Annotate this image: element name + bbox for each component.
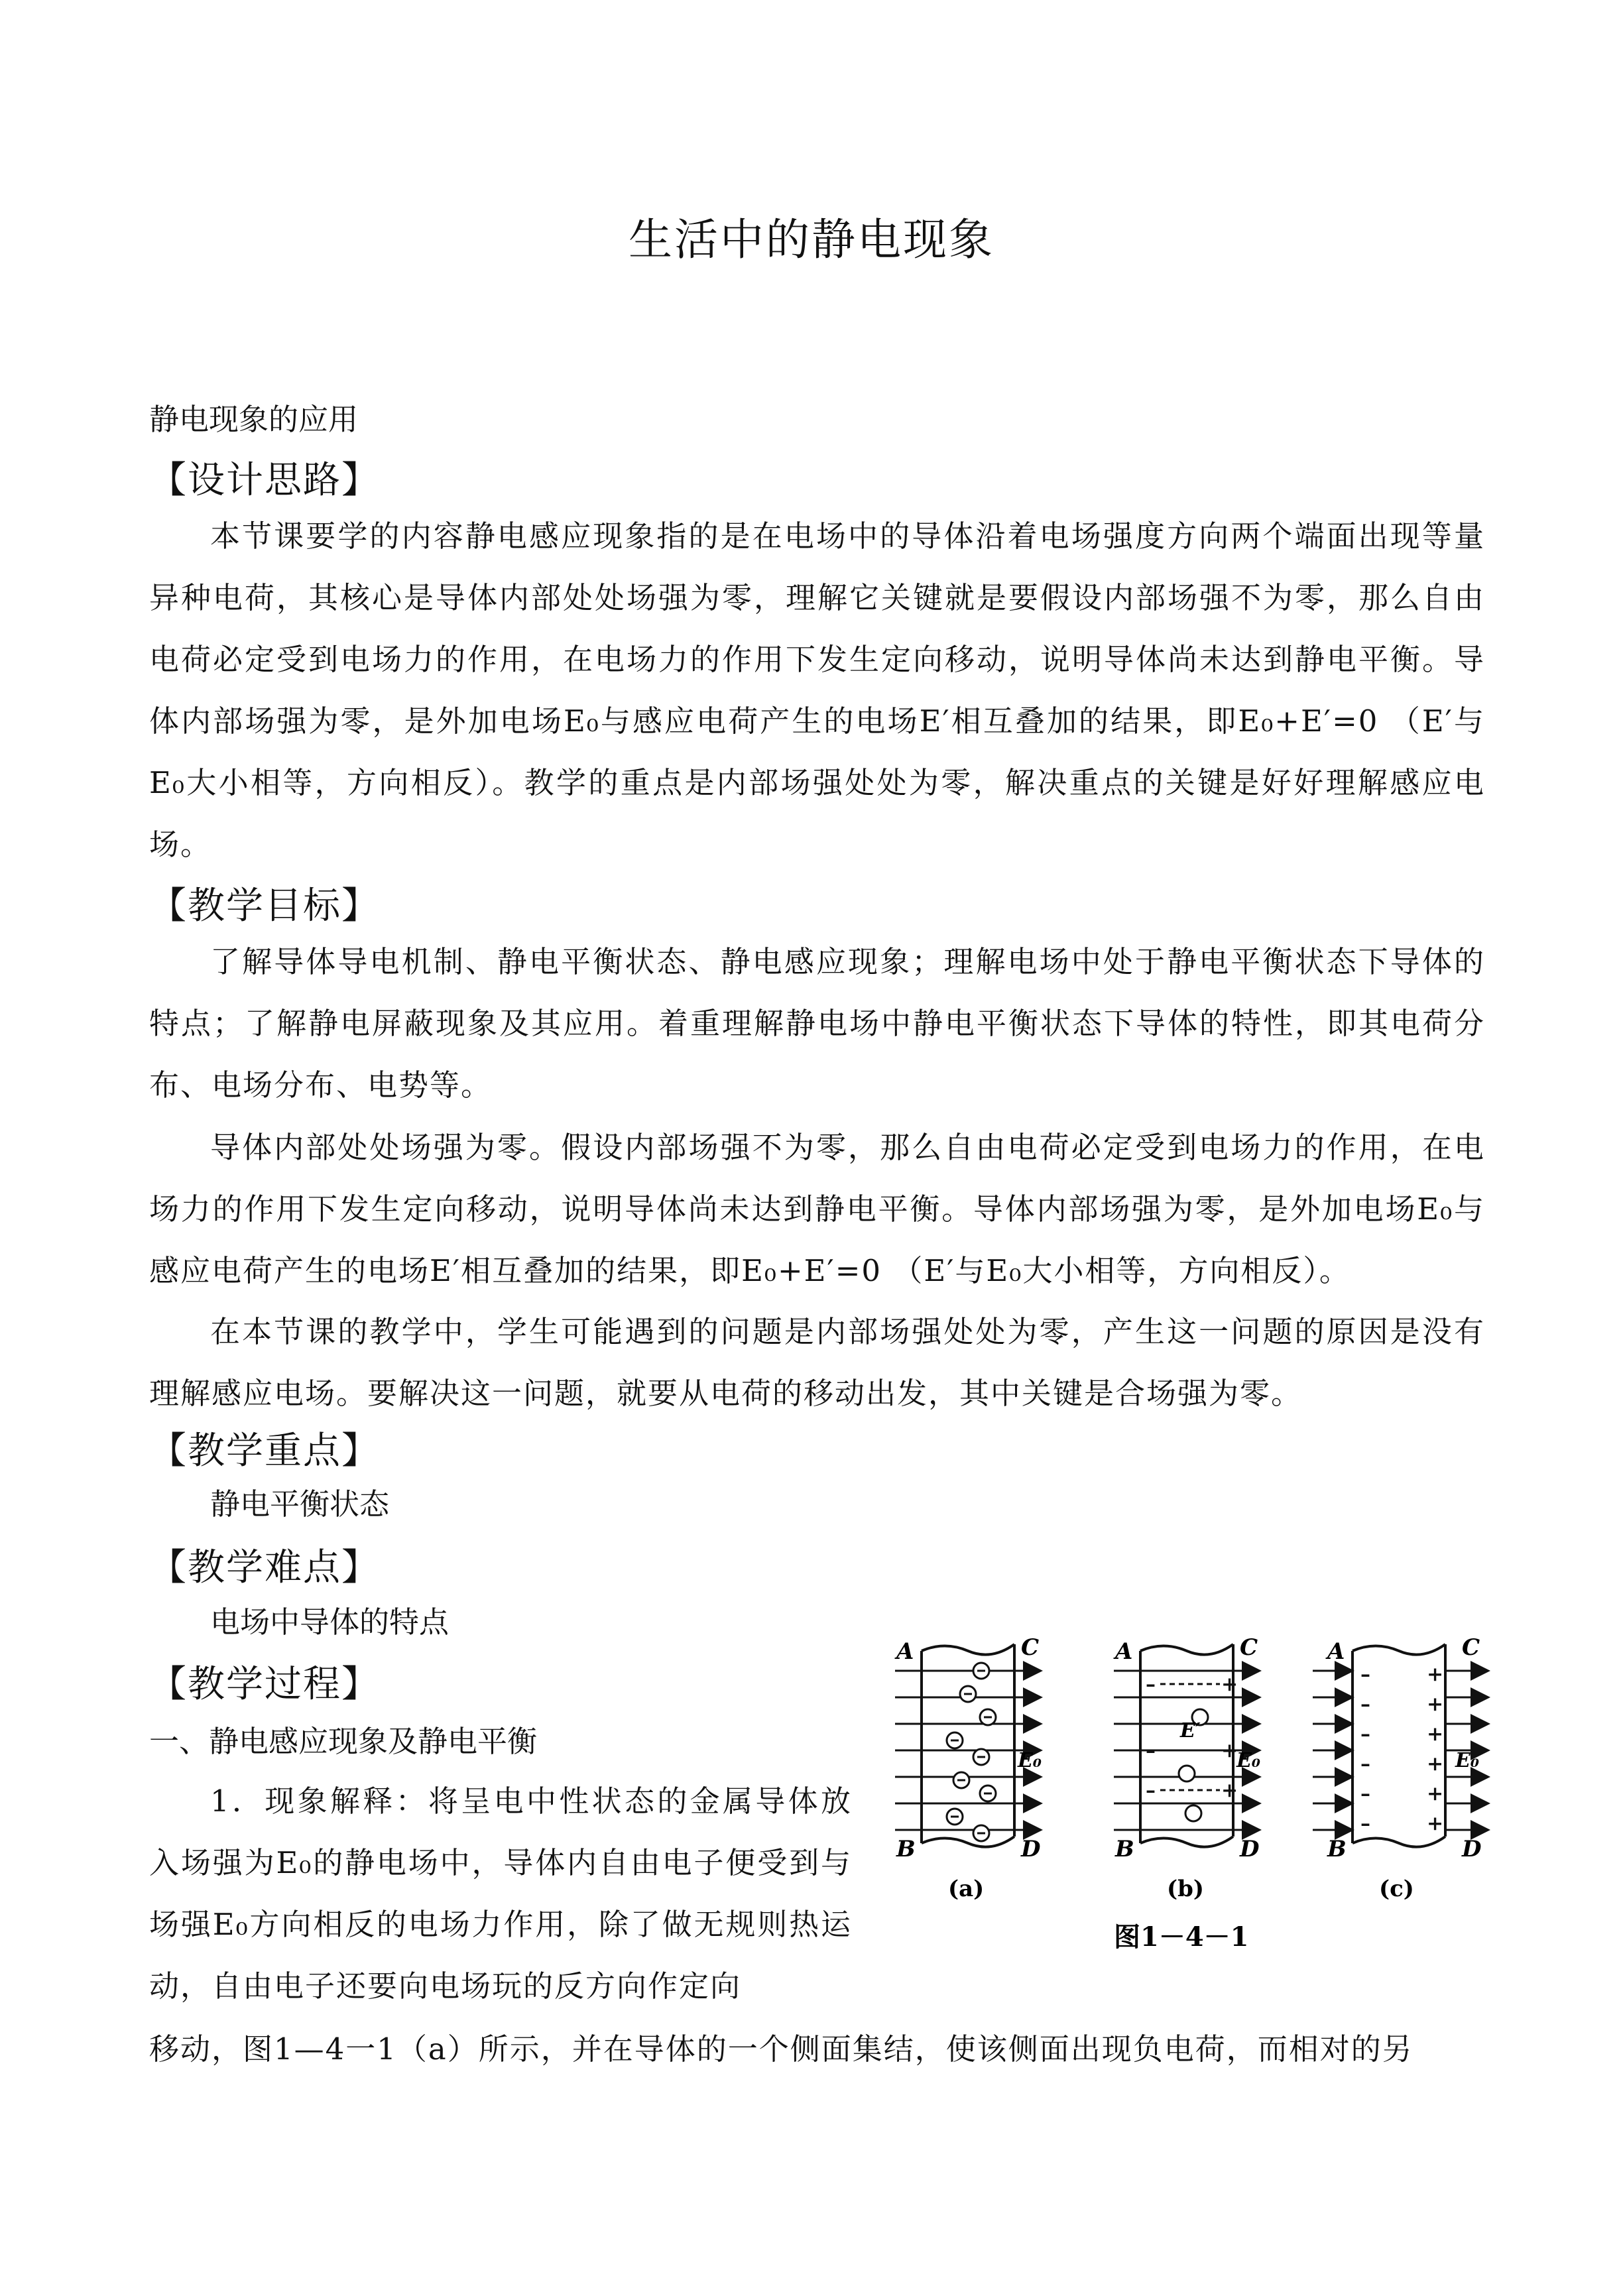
page-title: 生活中的静电现象 xyxy=(629,214,994,265)
svg-text:+: + xyxy=(1427,1722,1444,1746)
panel-b-label: (b) xyxy=(1167,1876,1204,1902)
paragraph-goals-2: 导体内部处处场强为零。假设内部场强不为零，那么自由电荷必定受到电场力的作用，在电场力的作用下发生定向移动，说明导体尚未达到静电平衡。导体内部场强为零，是外加电场E₀与感应电荷产生的电场E′相互叠加的结果，即E₀+E′=0 （E′与E₀大小相等，方向相反）。 xyxy=(149,1130,1485,1288)
svg-text:–: – xyxy=(1360,1663,1370,1686)
label-a-E0: E₀ xyxy=(1018,1749,1042,1772)
svg-text:+: + xyxy=(1427,1752,1444,1776)
panel-c-label: (c) xyxy=(1379,1876,1414,1902)
svg-text:–: – xyxy=(1360,1812,1370,1835)
svg-text:+: + xyxy=(1221,1779,1238,1802)
figure-1-4-1 xyxy=(862,1631,1512,1963)
difficulty-text: 电场中导体的特点 xyxy=(210,1604,450,1640)
subtitle: 静电现象的应用 xyxy=(149,402,359,437)
svg-text:+: + xyxy=(1427,1693,1444,1716)
label-c-C: C xyxy=(1462,1634,1480,1661)
heading-process: 【教学过程】 xyxy=(149,1663,380,1706)
label-c-A: A xyxy=(1327,1638,1345,1665)
panel-a xyxy=(894,1634,1042,1902)
label-a-B: B xyxy=(896,1836,916,1862)
panel-a-label: (a) xyxy=(948,1876,985,1902)
label-b-Eprime: E′ xyxy=(1180,1719,1201,1742)
label-b-A: A xyxy=(1115,1638,1133,1665)
label-a-D: D xyxy=(1021,1836,1041,1862)
paragraph-design: 本节课要学的内容静电感应现象指的是在电场中的导体沿着电场强度方向两个端面出现等量异种电荷，其核心是导体内部处处场强为零，理解它关键就是要假设内部场强不为零，那么自由电荷必定受到电场力的作用，在电场力的作用下发生定向移动，说明导体尚未达到静电平衡。导体内部场强为零，是外加电场E₀与感应电荷产生的电场E′相互叠加的结果，即E₀+E′=0 （E′与E₀大小相等，方向相反）。教学的重点是内部场强处处为零，解决重点的关键是好好理解感应电场。 xyxy=(149,518,1485,862)
svg-text:–: – xyxy=(1146,1739,1156,1762)
process-subheading: 一、静电感应现象及静电平衡 xyxy=(149,1724,538,1759)
paragraph-process-full: 移动，图1—4一1（a）所示，并在导体的一个侧面集结，使该侧面出现负电荷，而相对的另 xyxy=(149,2031,1413,2067)
heading-difficulty: 【教学难点】 xyxy=(149,1546,380,1589)
svg-text:–: – xyxy=(1146,1779,1156,1802)
svg-text:+: + xyxy=(1221,1673,1238,1696)
svg-text:–: – xyxy=(1360,1752,1370,1776)
label-b-C: C xyxy=(1240,1634,1258,1661)
panel-b xyxy=(1113,1634,1260,1902)
svg-text:–: – xyxy=(1360,1782,1370,1805)
label-a-A: A xyxy=(896,1638,914,1665)
svg-text:+: + xyxy=(1427,1812,1444,1835)
svg-text:+: + xyxy=(1427,1663,1444,1686)
heading-design: 【设计思路】 xyxy=(149,459,380,502)
label-a-C: C xyxy=(1021,1634,1040,1661)
heading-goals: 【教学目标】 xyxy=(149,884,380,928)
svg-text:–: – xyxy=(1360,1722,1370,1746)
label-b-B: B xyxy=(1115,1836,1134,1862)
label-b-D: D xyxy=(1240,1836,1260,1862)
label-c-B: B xyxy=(1327,1836,1347,1862)
svg-text:+: + xyxy=(1221,1739,1238,1762)
key-point-text: 静电平衡状态 xyxy=(210,1486,390,1522)
figure-caption: 图1－4－1 xyxy=(1114,1921,1249,1953)
heading-key-point: 【教学重点】 xyxy=(149,1429,380,1473)
label-b-E0: E₀ xyxy=(1236,1749,1261,1772)
svg-text:–: – xyxy=(1146,1673,1156,1696)
paragraph-goals-3: 在本节课的教学中，学生可能遇到的问题是内部场强处处为零，产生这一问题的原因是没有理解感应电场。要解决这一问题，就要从电荷的移动出发，其中关键是合场强为零。 xyxy=(149,1314,1485,1411)
svg-text:–: – xyxy=(1360,1693,1370,1716)
label-c-E0: E₀ xyxy=(1455,1749,1480,1772)
label-c-D: D xyxy=(1462,1836,1482,1862)
paragraph-process-wrapped: 1．现象解释：将呈电中性状态的金属导体放入场强为E₀的静电场中，导体内自由电子便受到与场强E₀方向相反的电场力作用，除了做无规则热运动，自由电子还要向电场玩的反方向作定向 xyxy=(149,1783,852,2004)
svg-text:+: + xyxy=(1427,1782,1444,1805)
paragraph-goals-1: 了解导体导电机制、静电平衡状态、静电感应现象；理解电场中处于静电平衡状态下导体的特点；了解静电屏蔽现象及其应用。着重理解静电场中静电平衡状态下导体的特性，即其电荷分布、电场分布、电势等。 xyxy=(149,944,1485,1103)
figure-svg xyxy=(862,1631,1512,1963)
panel-c xyxy=(1313,1634,1488,1902)
